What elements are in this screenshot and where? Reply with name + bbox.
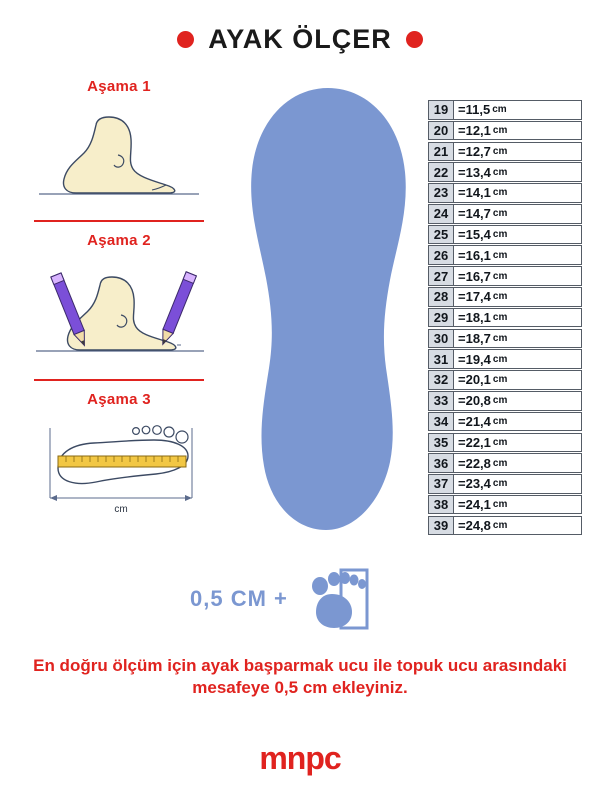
size-number: 22 [428, 162, 454, 182]
size-value-unit: cm [492, 125, 508, 137]
size-value-unit: cm [492, 187, 508, 199]
stage-1-illustration [14, 99, 224, 214]
add-half-cm-text: 0,5 CM + [190, 586, 288, 611]
size-value-number: =23,4 [458, 476, 491, 492]
size-number: 21 [428, 142, 454, 162]
stages-column [14, 78, 224, 522]
size-value-number: =19,4 [458, 351, 491, 367]
instruction-text: En doğru ölçüm için ayak başparmak ucu ile topuk ucu arasındaki mesafeye 0,5 cm ekleyiniz. [33, 656, 567, 698]
size-value-number: =22,8 [458, 455, 491, 471]
size-value [454, 516, 582, 536]
size-number: 38 [428, 495, 454, 515]
size-value-unit: cm [492, 353, 508, 365]
stage-3-illustration [14, 412, 224, 522]
foot-outline-ruler-icon [14, 412, 224, 517]
table-row [428, 183, 582, 203]
size-value [454, 162, 582, 182]
size-number: 33 [428, 391, 454, 411]
size-value-number: =24,1 [458, 497, 491, 513]
size-number: 34 [428, 412, 454, 432]
page-title [0, 24, 600, 55]
size-value [454, 433, 582, 453]
size-value [454, 474, 582, 494]
size-value-number: =17,4 [458, 289, 491, 305]
size-table [428, 100, 582, 536]
table-row [428, 412, 582, 432]
add-half-cm-note [190, 560, 410, 638]
size-number: 32 [428, 370, 454, 390]
stage-3 [14, 391, 224, 522]
table-row [428, 266, 582, 286]
size-number: 30 [428, 329, 454, 349]
size-value-unit: cm [492, 519, 508, 531]
size-value-number: =18,7 [458, 330, 491, 346]
size-value [454, 183, 582, 203]
size-value-unit: cm [492, 270, 508, 282]
table-row [428, 100, 582, 120]
size-value-unit: cm [492, 374, 508, 386]
size-value [454, 370, 582, 390]
size-value-unit: cm [492, 312, 508, 324]
size-number: 39 [428, 516, 454, 536]
size-value [454, 412, 582, 432]
stage-2-label: Aşama 2 [87, 232, 151, 249]
size-value-number: =12,1 [458, 123, 491, 139]
size-number: 29 [428, 308, 454, 328]
size-value [454, 142, 582, 162]
size-value [454, 329, 582, 349]
size-value-unit: cm [492, 166, 508, 178]
size-value [454, 349, 582, 369]
foot-side-view-icon [14, 99, 224, 209]
size-value-number: =15,4 [458, 226, 491, 242]
size-value-number: =16,1 [458, 247, 491, 263]
table-row [428, 370, 582, 390]
size-value-number: =24,8 [458, 517, 491, 533]
table-row [428, 162, 582, 182]
size-value-unit: cm [492, 478, 508, 490]
shoe-sole-icon [228, 80, 428, 540]
table-row [428, 121, 582, 141]
size-value [454, 245, 582, 265]
stage-3-label: Aşama 3 [87, 391, 151, 408]
insole-illustration [228, 80, 428, 545]
size-value-number: =22,1 [458, 434, 491, 450]
table-row [428, 204, 582, 224]
size-value-number: =11,5 [458, 102, 491, 118]
stage-2-illustration [14, 253, 224, 373]
red-dot-left-icon [177, 31, 194, 48]
size-value-unit: cm [492, 395, 508, 407]
table-row [428, 245, 582, 265]
size-value [454, 287, 582, 307]
size-number: 35 [428, 433, 454, 453]
size-number: 20 [428, 121, 454, 141]
size-number: 19 [428, 100, 454, 120]
size-value-number: =20,8 [458, 393, 491, 409]
size-number: 26 [428, 245, 454, 265]
size-value-number: =12,7 [458, 143, 491, 159]
size-value [454, 453, 582, 473]
table-row [428, 308, 582, 328]
stage-2 [14, 232, 224, 373]
table-row [428, 495, 582, 515]
size-value-unit: cm [492, 416, 508, 428]
table-row [428, 391, 582, 411]
size-value-number: =16,7 [458, 268, 491, 284]
table-row [428, 329, 582, 349]
size-value-number: =13,4 [458, 164, 491, 180]
brand-logo: mnpc [259, 740, 341, 776]
table-row [428, 225, 582, 245]
size-number: 31 [428, 349, 454, 369]
size-value [454, 225, 582, 245]
size-value [454, 204, 582, 224]
table-row [428, 516, 582, 536]
size-number: 25 [428, 225, 454, 245]
size-value-unit: cm [492, 249, 508, 261]
size-value-unit: cm [492, 291, 508, 303]
divider-1 [34, 220, 204, 222]
size-number: 28 [428, 287, 454, 307]
size-value-unit: cm [492, 457, 508, 469]
size-value-unit: cm [492, 436, 508, 448]
size-number: 24 [428, 204, 454, 224]
size-number: 27 [428, 266, 454, 286]
size-value-unit: cm [492, 499, 508, 511]
size-value [454, 495, 582, 515]
size-value-unit: cm [492, 104, 507, 116]
size-value-number: =14,7 [458, 206, 491, 222]
stage-1 [14, 78, 224, 214]
table-row [428, 433, 582, 453]
size-value [454, 266, 582, 286]
foot-with-pencils-icon [14, 253, 224, 368]
size-value-unit: cm [492, 228, 508, 240]
size-value-unit: cm [492, 332, 508, 344]
table-row [428, 287, 582, 307]
table-row [428, 349, 582, 369]
size-value-number: =14,1 [458, 185, 491, 201]
size-value-number: =21,4 [458, 414, 491, 430]
size-value-unit: cm [492, 208, 508, 220]
size-value [454, 308, 582, 328]
cm-unit-label: cm [114, 504, 128, 515]
size-value-number: =20,1 [458, 372, 491, 388]
table-row [428, 474, 582, 494]
size-number: 37 [428, 474, 454, 494]
footprint-icon [296, 560, 374, 638]
stage-1-label: Aşama 1 [87, 78, 151, 95]
table-row [428, 142, 582, 162]
red-dot-right-icon [406, 31, 423, 48]
size-value-number: =18,1 [458, 310, 491, 326]
size-value [454, 121, 582, 141]
size-number: 36 [428, 453, 454, 473]
title-text: AYAK ÖLÇER [208, 24, 392, 54]
table-row [428, 453, 582, 473]
size-value [454, 391, 582, 411]
size-value-unit: cm [492, 145, 508, 157]
divider-2 [34, 379, 204, 381]
size-value [454, 100, 582, 120]
size-number: 23 [428, 183, 454, 203]
